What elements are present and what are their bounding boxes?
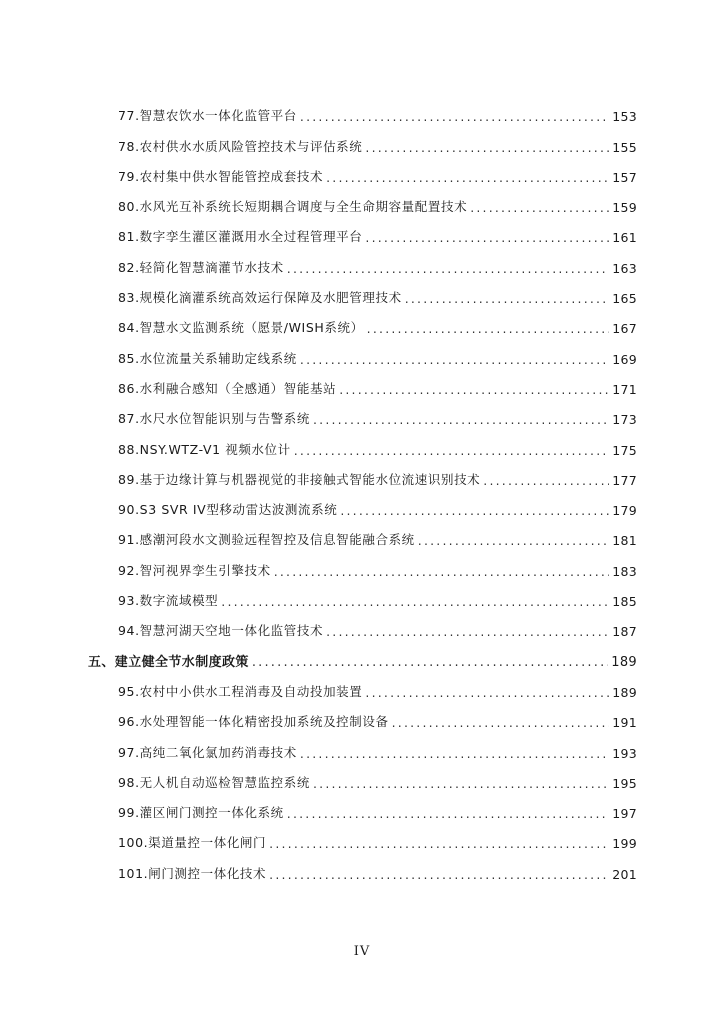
toc-entry-page: 191 [612, 715, 637, 731]
toc-entry-title: 88.NSY.WTZ-V1 视频水位计 [118, 441, 291, 457]
toc-entry[interactable] [88, 185, 637, 215]
toc-entry-title: 92.智河视界孪生引擎技术 [118, 562, 271, 578]
dot-leader [339, 382, 609, 397]
toc-entry[interactable] [88, 397, 637, 427]
toc-entry-title: 89.基于边缘计算与机器视觉的非接触式智能水位流速识别技术 [118, 471, 481, 487]
toc-entry-page: 161 [612, 230, 637, 246]
dot-leader [405, 291, 610, 306]
toc-entry-title: 79.农村集中供水智能管控成套技术 [118, 168, 324, 184]
toc-entry-page: 183 [612, 563, 637, 579]
toc-entry-page: 165 [612, 291, 637, 307]
toc-entry-title: 94.智慧河湖天空地一体化监管技术 [118, 623, 324, 639]
toc-entry-title: 81.数字孪生灌区灌溉用水全过程管理平台 [118, 229, 363, 245]
toc-entry[interactable] [88, 579, 637, 609]
toc-entry-page: 201 [612, 866, 637, 882]
toc-entry-title: 97.高纯二氧化氯加药消毒技术 [118, 744, 297, 760]
toc-entry-title: 80.水风光互补系统长短期耦合调度与全生命期容量配置技术 [118, 199, 468, 215]
toc-entry-title: 95.农村中小供水工程消毒及自动投加装置 [118, 683, 363, 699]
toc-entry-page: 163 [612, 260, 637, 276]
dot-leader [313, 412, 609, 427]
toc-entry-page: 181 [612, 533, 637, 549]
dot-leader [287, 806, 609, 821]
toc-entry[interactable] [88, 670, 637, 700]
toc-entry-page: 157 [612, 169, 637, 185]
dot-leader [367, 321, 610, 336]
toc-entry-title: 93.数字流域模型 [118, 593, 219, 609]
page-number: IV [353, 944, 371, 959]
toc-entry[interactable] [88, 851, 637, 881]
toc-entry[interactable] [88, 761, 637, 791]
toc-entry-page: 169 [612, 351, 637, 367]
toc-entry-title: 101.闸门测控一体化技术 [118, 865, 267, 881]
toc-entry-title: 99.灌区闸门测控一体化系统 [118, 805, 284, 821]
dot-leader [300, 746, 609, 761]
table-of-contents [88, 94, 637, 882]
toc-entry-page: 189 [612, 684, 637, 700]
toc-entry-page: 185 [612, 594, 637, 610]
toc-entry[interactable] [88, 458, 637, 488]
toc-entry[interactable] [88, 700, 637, 730]
dot-leader [340, 503, 609, 518]
toc-entry[interactable] [88, 336, 637, 366]
toc-entry-page: 189 [611, 654, 637, 670]
toc-entry[interactable] [88, 367, 637, 397]
toc-entry-page: 173 [612, 412, 637, 428]
toc-entry[interactable] [88, 215, 637, 245]
toc-entry[interactable] [88, 518, 637, 548]
toc-entry[interactable] [88, 791, 637, 821]
toc-entry-page: 199 [612, 836, 637, 852]
dot-leader [294, 443, 610, 458]
dot-leader [269, 836, 609, 851]
toc-entry[interactable] [88, 730, 637, 760]
toc-entry-page: 195 [612, 775, 637, 791]
dot-leader [392, 715, 610, 730]
dot-leader [269, 867, 609, 882]
toc-entry-title: 96.水处理智能一体化精密投加系统及控制设备 [118, 714, 389, 730]
dot-leader [274, 564, 610, 579]
dot-leader [326, 624, 609, 639]
toc-entry-title: 83.规模化滴灌系统高效运行保障及水肥管理技术 [118, 290, 402, 306]
toc-section-heading[interactable] [88, 639, 637, 669]
toc-entry-title: 77.智慧农饮水一体化监管平台 [118, 108, 297, 124]
dot-leader [365, 230, 609, 245]
dot-leader [483, 473, 609, 488]
dot-leader [326, 170, 609, 185]
dot-leader [300, 109, 609, 124]
toc-entry-page: 197 [612, 806, 637, 822]
toc-entry[interactable] [88, 155, 637, 185]
dot-leader [365, 685, 609, 700]
toc-entry-page: 159 [612, 200, 637, 216]
toc-entry-page: 187 [612, 624, 637, 640]
dot-leader [221, 594, 609, 609]
toc-entry-title: 86.水利融合感知（全感通）智能基站 [118, 380, 337, 396]
toc-entry-page: 193 [612, 745, 637, 761]
toc-entry-title: 91.感潮河段水文测验远程智控及信息智能融合系统 [118, 532, 415, 548]
toc-entry[interactable] [88, 124, 637, 154]
dot-leader [418, 533, 609, 548]
dot-leader [287, 261, 609, 276]
toc-entry-page: 155 [612, 139, 637, 155]
toc-entry-page: 153 [612, 109, 637, 125]
toc-entry[interactable] [88, 609, 637, 639]
toc-entry[interactable] [88, 548, 637, 578]
toc-entry-page: 167 [612, 321, 637, 337]
toc-entry-page: 177 [612, 472, 637, 488]
toc-entry-title: 五、建立健全节水制度政策 [88, 654, 249, 670]
toc-entry[interactable] [88, 306, 637, 336]
toc-entry-title: 98.无人机自动巡检智慧监控系统 [118, 774, 310, 790]
toc-entry[interactable] [88, 821, 637, 851]
dot-leader [470, 200, 609, 215]
toc-entry-page: 171 [612, 381, 637, 397]
toc-entry-title: 78.农村供水水质风险管控技术与评估系统 [118, 138, 363, 154]
dot-leader [252, 655, 608, 670]
toc-entry[interactable] [88, 245, 637, 275]
toc-entry-page: 179 [612, 503, 637, 519]
toc-entry-page: 175 [612, 442, 637, 458]
toc-entry[interactable] [88, 276, 637, 306]
toc-entry-title: 100.渠道量控一体化闸门 [118, 835, 267, 851]
dot-leader [300, 352, 609, 367]
toc-entry-title: 85.水位流量关系辅助定线系统 [118, 350, 297, 366]
toc-entry[interactable] [88, 427, 637, 457]
toc-entry-title: 84.智慧水文监测系统（愿景/WISH系统） [118, 320, 364, 336]
dot-leader [313, 776, 609, 791]
toc-entry[interactable] [88, 94, 637, 124]
dot-leader [365, 140, 609, 155]
toc-entry-title: 87.水尺水位智能识别与告警系统 [118, 411, 310, 427]
toc-entry-title: 82.轻简化智慧滴灌节水技术 [118, 259, 284, 275]
toc-entry-title: 90.S3 SVR IV型移动雷达波测流系统 [118, 502, 338, 518]
toc-entry[interactable] [88, 488, 637, 518]
